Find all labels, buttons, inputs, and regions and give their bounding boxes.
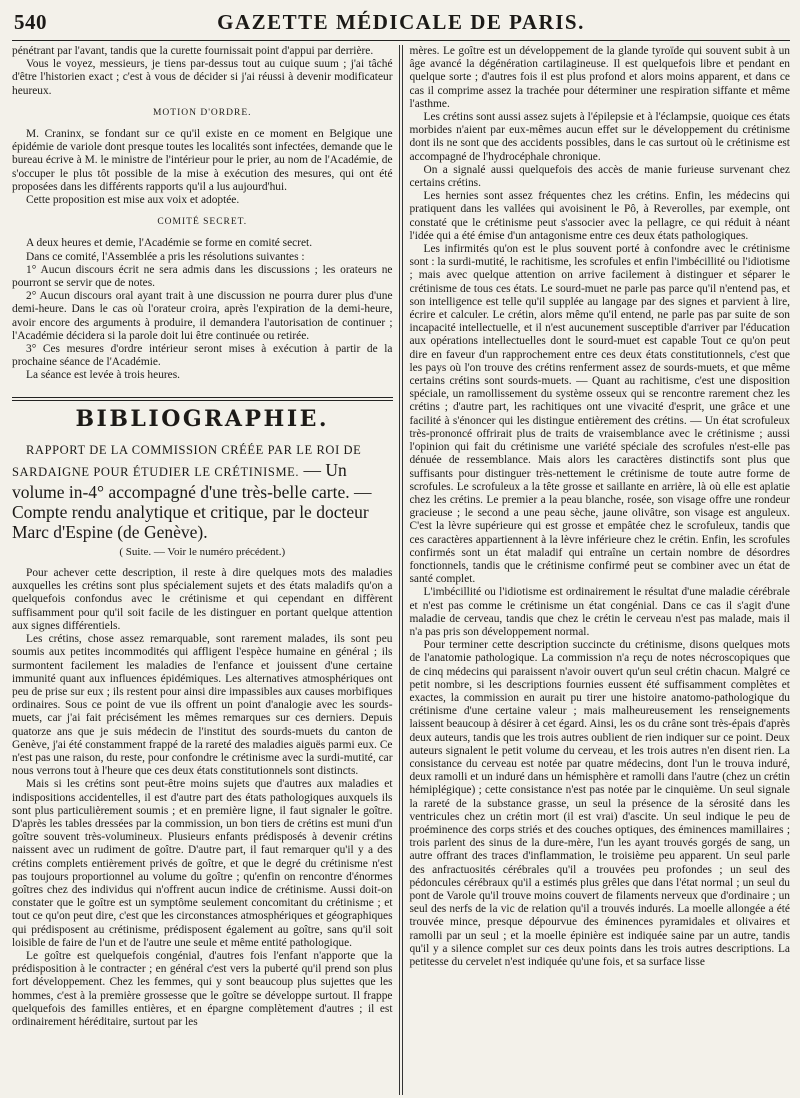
paragraph: Dans ce comité, l'Assemblée a pris les résolutions suivantes : — [26, 250, 305, 263]
section-heading-secret: COMITÉ SECRET. — [157, 217, 248, 228]
paragraph: Pour achever cette description, il reste à dire quelques mots des maladies auxquelles les crétins sont plus spécialement sujets et des états maladifs qu'on a quelquefois confondus avec le crétinisme et qui cependant en diffèrent suffisamment pour qu'il soit facile de les distinguer en portant quelque attention aux signes différentiels. — [12, 567, 393, 632]
book-title-rest: — Un volume in-4° accompagné d'une très-belle carte. — Compte rendu analytique et critique, par le docteur — [12, 459, 372, 522]
journal-title: GAZETTE MÉDICALE DE PARIS. — [217, 10, 585, 34]
paragraph: Pour terminer cette description succincte du crétinisme, disons quelques mots de l'anatomie pathologique. La commission n'a reçu de notes nécroscopiques que de cinq médecins qui paraissent n'avoir ouvert qu'un seul crétin chacun. Malgré ce petit nombre, si les descriptions fournies eussent été suffisamment complètes et exactes, la commission en aurait pu tirer une histoire anatomo-pathologique du crétinisme d'une certaine valeur ; mais malheureusement les renseignements laissent beaucoup à désirer à cet égard. Ainsi, les os du crâne sont très-épais d'après deux auteurs, tandis que les trois autres oublient de rien indiquer sur ce point. Deux auteurs signalent le petit volume du cerveau, et les trois autres n'en disent rien. La consistance du cerveau est notée par quatre médecins, dont l'un le trouva induré, deux ramolli et un induré dans un hémisphère et ramolli dans l'autre (chez un crétin hémiplégique) ; cette consistance n'est pas notée par le cinquième. Un seul signale la rareté de la substance grasse, un seul la présence de la sérosité dans les ventricules chez un crétin mort (il est vrai) d'ascite. Un seul indique le peu de proéminence des corps striés et des couches optiques, des éminences mamillaires ; trois parlent des sinus de la dure-mère, l'un les ayant trouvés gorgés de sang, un autre offrant des traces d'inflammation, le troisième peu apparent. Un seul parle des anfractuosités cérébrales qu'il a trouvées peu profondes ; un seul des pédoncules cérébraux qu'il a estimés plus grêles que dans l'état normal ; un seul du pont de Varole qu'il trouve moins couvert de filaments nerveux que d'ordinaire ; un seul des nerfs de la vic de relation qu'il a trouvés indurés. La moelle allongée a été trouvée mince, presque dépourvue des éminences pyramidales et olivaires et ramolli par un seul ; et la moelle épinière est indiquée saine par un autre, tandis qu'il y a silence complet sur ces deux points dans les trois autres descriptions. La petitesse du cervelet n'est indiquée qu'une fois, et sa surface lisse — [409, 639, 790, 969]
paragraph: A deux heures et demie, l'Académie se forme en comité secret. — [26, 237, 313, 250]
paragraph: La séance est levée à trois heures. — [26, 369, 181, 382]
page-number: 540 — [14, 10, 47, 34]
paragraph: Vous le voyez, messieurs, je tiens par-dessus tout au cuique suum ; j'ai tâché d'être l'historien exact ; c'est à vous de décider si j'ai réussi à devenir modificateur heureux. — [12, 58, 393, 97]
book-title-end: (de Genève). — [112, 521, 208, 542]
paragraph: M. Craninx, se fondant sur ce qu'il existe en ce moment en Belgique une épidémie de variole dont presque toutes les localités sont infectées, demande que le bureau écrive à M. le ministre de l'intérieur pour le prier, au nom de l'Académie, de s'occuper le plus tôt possible de la mise à exécution des mesures, qui ont été proposées dans les différents rapports qu'il a lus aujourd'hui. — [12, 128, 393, 193]
paragraph: L'imbécillité ou l'idiotisme est ordinairement le résultat d'une maladie cérébrale et n'est pas comme le crétinisme un état congénial. Dans ce cas il s'agit d'une maladie de cerveau, tandis que chez le crétin le cerveau n'est pas malade, mais il n'a pas pris son développement normal. — [409, 586, 790, 638]
two-column-body — [12, 45, 790, 1095]
paragraph: 1° Aucun discours écrit ne sera admis dans les discussions ; les orateurs ne pourront se servir que de notes. — [12, 263, 393, 290]
paragraph: Cette proposition est mise aux voix et adoptée. — [26, 194, 240, 207]
section-heading-motion: MOTION D'ORDRE. — [152, 107, 252, 118]
paragraph: mères. Le goître est un développement de la glande tyroïde qui souvent subit à un âge avancé la dégénération cartilagineuse. Il est quelquefois libre et pendant en quelque sorte ; d'autres fois il est plus profond et alors moins apparent, et dans ce cas il comprime assez la trachée pour déterminer une respiration siffante et même l'asthme. — [409, 45, 790, 110]
page-header — [12, 6, 790, 41]
paragraph: On a signalé aussi quelquefois des accès de manie furieuse survenant chez certains crétins. — [409, 163, 790, 190]
right-column — [403, 45, 790, 1095]
bibliographie-heading: BIBLIOGRAPHIE. — [75, 405, 330, 432]
paragraph: Mais si les crétins sont peut-être moins sujets que d'autres aux maladies et indispositions accidentelles, il est d'autre part des états pathologiques auxquels ils sont plus particulièrement soumis ; et en première ligne, il faut signaler le goître. D'après les tables dressées par la commission, un bon tiers de crétins est muni d'un goître souvent très-volumineux. Plusieurs enfants prédisposés à devenir crétins naissent avec un rudiment de goître. D'autre part, il faut remarquer qu'il y a des crétins complets entièrement privés de goître, et que le degré du crétinisme n'est pas toujours proportionnel au volume du goître ; qu'enfin on rencontre d'énormes goîtres chez des individus qui n'offrent aucun indice de crétinisme. Aussi doit-on constater que le goître est un symptôme seulement concomitant du crétinisme ; et tout ce qu'on peut dire, c'est que les circonstances atmosphériques et géographiques qui prédisposent au crétinisme, prédisposent également au goître, sans qu'il soit loisible de faire de l'un et de l'autre une seule et même entité pathologique. — [12, 778, 393, 949]
paragraph: Les crétins sont aussi assez sujets à l'épilepsie et à l'éclampsie, quoique ces états morbides n'aient par eux-mêmes aucun effet sur le développement du crétinisme dont ils ne sont que des accidents possibles, dans le cas surtout où le crétinisme est accompagné de l'hydrocéphale chronique. — [409, 111, 790, 163]
book-author: Marc d'Espine — [12, 521, 113, 542]
paragraph: Les crétins, chose assez remarquable, sont rarement malades, ils sont peu soumis aux petites incommodités qui affligent l'espèce humaine en général ; ils surmontent facilement les maladies de l'enfance et jouissent d'une certaine immunité quant aux influences épidémiques. Les alternatives atmosphériques ont peu de prise sur eux ; ils restent pour ainsi dire impassibles aux causes morbifiques ordinaires. Sous ce point de vue ils offrent un point d'analogie avec les sourds-muets, car j'ai fait précisément les mêmes remarques sur ces derniers. Depuis quatorze ans que je suis médecin de l'institut des sourds-muets du canton de Genève, j'ai été constamment frappé de la rareté des maladies aiguës parmi eux. Ce n'est pas une raison, du reste, pour confondre le crétinisme avec la surdi-mutité, car nous verrons tout à l'heure que ces deux états constitutionnels sont distincts. — [12, 633, 393, 778]
paragraph: Les hernies sont assez fréquentes chez les crétins. Enfin, les médecins qui pratiquent dans les vallées qui avoisinent le Pô, à Reverolles, par exemple, ont constaté que le crétinisme peut s'associer avec la pellagre, ce qui réduit à néant l'idée qui a été émise d'un antagonisme entre ces deux états pathologiques. — [409, 190, 790, 242]
suite-note: ( Suite. — Voir le numéro précédent.) — [119, 545, 286, 558]
book-title-caps: RAPPORT DE LA COMMISSION CRÉÉE PAR LE ROI DE SARDAIGNE POUR ÉTUDIER LE CRÉTINISME. — [12, 442, 362, 479]
paragraph: 3° Ces mesures d'ordre intérieur seront mises à exécution à partir de la prochaine séance de l'Académie. — [12, 343, 393, 369]
book-title — [12, 438, 393, 542]
paragraph: pénétrant par l'avant, tandis que la curette fournissait point d'appui par derrière. — [12, 45, 374, 57]
section-divider — [12, 397, 393, 401]
paragraph: Les infirmités qu'on est le plus souvent porté à confondre avec le crétinisme sont : la surdi-mutité, le rachitisme, les scrofules et enfin l'imbécillité ou l'idiotisme ; mais avec quelque attention on arrive facilement à distinguer et séparer le crétinisme de tous ces états. Le sourd-muet ne parle pas parce qu'il n'entend pas, et son intelligence est telle qu'il supplée au langage par des signes et parvient à lire, écrire et calculer. Le crétin, alors même qu'il entend, ne parle pas par suite de son incapacité intellectuelle, et il n'est aucunement susceptible d'arriver par l'éducation aux opérations intellectuelles dont le sourd-muet est capable Tout ce qu'on peut dire en faveur d'un rapprochement entre ces deux états constitutionnels, c'est que les pays où l'on trouve des crétins renferment assez de sourds-muets, et que même certains crétins sont sourds-muets. — Quant au rachitisme, c'est une disposition spéciale, un ramollissement du système osseux qui se rencontre rarement chez les crétins ; d'autre part, les rachitiques ont une vivacité d'esprit, une grâce et une facilité à s'énoncer qui les distingue entièrement des crétins. — Un état scrofuleux très-prononcé offrirait plus de traits de vraisemblance avec le crétinisme ; aussi l'opinion qui fait du crétinisme une variété spéciale des scrofules n'est-elle pas dénuée de ressemblance. Mais alors les caractères distinctifs sont plus que suffisants pour distinguer très-nettement le crétinisme de toute autre forme de scrofules. Le scrofuleux a la tête grosse et saillante en arrière, là où elle est aplatie chez les crétins. Le premier a la peau blanche, rosée, son visage offre une rondeur gracieuse ; le second a une peau sèche, jaune olivâtre, son visage est anguleux. C'est la lèvre supérieure qui est grosse et empâtée chez le scrofuleux, tandis que ces caractères appartiennent à la lèvre inférieure chez le crétin. Enfin, les scrofules confirmés sont un état maladif qui entraîne un certain nombre de désordres fonctionnels, tandis que le crétinisme confirmé peut se combiner avec un état de santé complet. — [409, 243, 790, 586]
paragraph: Le goître est quelquefois congénial, d'autres fois l'enfant n'apporte que la prédisposition à le contracter ; en général c'est vers la puberté qu'il prend son plus fort développement. Chez les femmes, qui y sont beaucoup plus sujettes que les hommes, c'est à la première grossesse que le goître se développe surtout. Il frappe quelquefois des familles entières, et en épargne complètement d'autres ; il est ordinairement héréditaire, surtout par les — [12, 949, 393, 1028]
left-column — [12, 45, 399, 1095]
paragraph: 2° Aucun discours oral ayant trait à une discussion ne pourra durer plus d'une demi-heure. Dans le cas où l'orateur croira, après l'expiration de la demi-heure, avoir encore des arguments à produire, il demandera l'autorisation de continuer ; l'Académie décidera si la parole doit lui être continuée ou retirée. — [12, 290, 393, 342]
